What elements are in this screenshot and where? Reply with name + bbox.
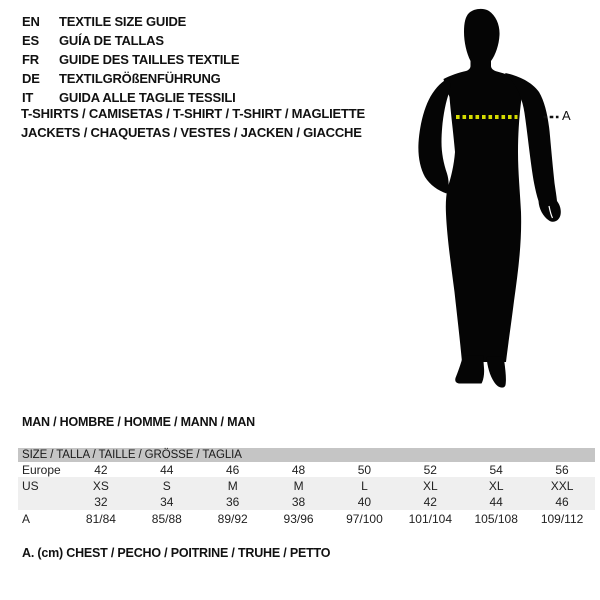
size-cell: 52 — [423, 462, 437, 477]
size-cell: S — [162, 478, 171, 493]
us-size-band — [18, 477, 595, 510]
size-cell: 81/84 — [85, 512, 116, 526]
measurement-footnote: A. (cm) CHEST / PECHO / POITRINE / TRUHE / PETTO — [22, 546, 331, 560]
lang-label: GUIDE DES TAILLES TEXTILE — [59, 52, 240, 67]
lang-label: GUIDA ALLE TAGLIE TESSILI — [59, 90, 236, 105]
size-cell: XL — [488, 478, 504, 493]
size-cell: XS — [92, 478, 109, 493]
measurement-label-a: A — [562, 108, 571, 123]
size-cell: 85/88 — [151, 512, 182, 526]
category-tshirts: T-SHIRTS / CAMISETAS / T-SHIRT / T-SHIRT / MAGLIETTE — [21, 106, 365, 121]
silhouette-back-shoe — [487, 356, 506, 388]
size-cell: 34 — [160, 495, 174, 509]
size-cell: 54 — [489, 462, 503, 477]
size-cell: 44 — [489, 495, 503, 509]
size-cell: 42 — [423, 495, 437, 509]
size-cell: 42 — [94, 462, 108, 477]
lang-code: EN — [22, 14, 40, 29]
row-label: US — [22, 478, 39, 493]
size-cell: 44 — [160, 462, 174, 477]
size-cell: 48 — [291, 462, 306, 477]
size-cell: XL — [422, 478, 438, 493]
lang-label: TEXTILE SIZE GUIDE — [59, 14, 187, 29]
size-cell: XXL — [550, 478, 574, 493]
size-cell: M — [293, 478, 304, 493]
size-cell: 93/96 — [283, 512, 314, 526]
lang-code: IT — [22, 90, 34, 105]
size-cell: 46 — [555, 495, 569, 509]
size-table-header: SIZE / TALLA / TAILLE / GRÖSSE / TAGLIA — [18, 448, 595, 462]
silhouette-front-shoe — [455, 355, 484, 384]
lang-code: DE — [22, 71, 40, 86]
size-cell: 32 — [94, 495, 108, 509]
size-cell: 36 — [226, 495, 240, 509]
silhouette-body — [444, 9, 523, 362]
lang-label: TEXTILGRÖßENFÜHRUNG — [59, 71, 221, 86]
size-cell: 105/108 — [474, 512, 518, 526]
lang-code: ES — [22, 33, 39, 48]
table-row-chest — [18, 510, 595, 528]
row-label: A — [22, 512, 31, 526]
size-table — [18, 448, 595, 528]
silhouette-left-arm — [418, 78, 450, 194]
size-cell: M — [227, 478, 238, 493]
size-cell: 97/100 — [346, 512, 383, 526]
size-cell: 40 — [357, 495, 372, 509]
size-cell: 46 — [226, 462, 240, 477]
category-jackets: JACKETS / CHAQUETAS / VESTES / JACKEN / GIACCHE — [21, 125, 362, 140]
size-cell: 109/112 — [540, 512, 584, 526]
section-title-man: MAN / HOMBRE / HOMME / MANN / MAN — [22, 415, 255, 429]
size-cell: 89/92 — [217, 512, 248, 526]
lang-code: FR — [22, 52, 39, 67]
lang-label: GUÍA DE TALLAS — [59, 33, 164, 48]
size-cell: 38 — [291, 495, 306, 509]
row-label: Europe — [22, 462, 61, 477]
size-cell: 101/104 — [408, 512, 452, 526]
table-row-us-numbers — [18, 494, 595, 510]
size-cell: L — [361, 478, 368, 493]
table-row-us-letters — [18, 477, 595, 494]
size-cell: 56 — [555, 462, 569, 477]
table-row-europe — [18, 462, 595, 477]
size-cell: 50 — [357, 462, 372, 477]
